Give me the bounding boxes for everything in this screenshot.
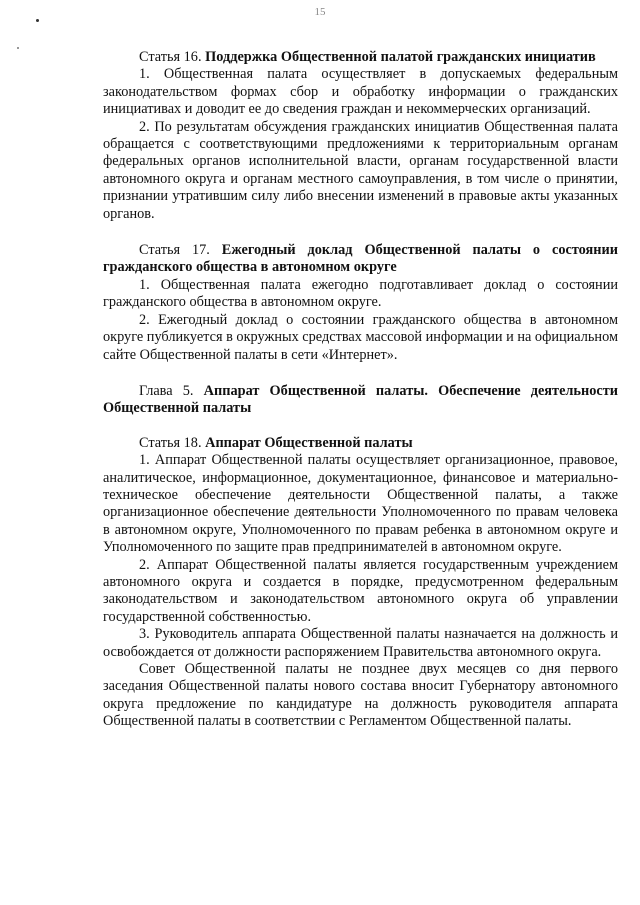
article-17-heading — [103, 242, 618, 277]
article-16-prefix: Статья 16. — [139, 49, 202, 65]
article-16-heading — [103, 49, 618, 66]
article-18-heading — [103, 435, 618, 452]
article-18-paragraph-1: 1. Аппарат Общественной палаты осуществляет организационное, правовое, аналитическое, информационное, документационное, финансовое и материально-техническое обеспечение деятельности Общественной палаты, а также организационное обеспечение деятельности Уполномоченного по правам человека в автономном округе, Уполномоченного по правам ребенка в автономном округе и Уполномоченного по защите прав предпринимателей в автономном округе. — [103, 452, 618, 556]
article-17-prefix: Статья 17. — [139, 242, 210, 259]
article-18-paragraph-3: 3. Руководитель аппарата Общественной палаты назначается на должность и освобождается от должности распоряжением Правительства автономного округа. — [103, 626, 618, 660]
chapter-5-heading — [103, 383, 618, 418]
document-body — [103, 49, 618, 731]
article-17-paragraph-2: 2. Ежегодный доклад о состоянии гражданского общества в автономном округе публикуется в окружных средствах массовой информации и на официальном сайте Общественной палаты в сети «Интернет». — [103, 311, 618, 363]
article-17-paragraph-1: 1. Общественная палата ежегодно подготавливает доклад о состоянии гражданского общества в автономном округе. — [103, 276, 618, 311]
spacer — [103, 418, 618, 435]
spacer — [103, 223, 618, 242]
article-18-paragraph-2: 2. Аппарат Общественной палаты является государственным учреждением автономного округа и создается в порядке, предусмотренном федеральным законодательством и законодательством автономного округа об управлении государственной собственностью. — [103, 556, 618, 625]
page-number: 15 — [314, 6, 326, 18]
chapter-5-title: Аппарат Общественной палаты. Обеспечение деятельности Общественной палаты — [103, 382, 618, 417]
scan-speck — [36, 19, 39, 22]
chapter-5-prefix: Глава 5. — [139, 382, 194, 399]
article-16-title: Поддержка Общественной палатой гражданских инициатив — [205, 49, 596, 65]
article-18-paragraph-4: Совет Общественной палаты не позднее двух месяцев со дня первого заседания Общественной палаты нового состава вносит Губернатору автономного округа предложение по кандидатуре на должность руководителя аппарата Общественной палаты в соответствии с Регламентом Общественной палаты. — [103, 661, 618, 730]
scan-speck — [17, 47, 19, 49]
article-17-title: Ежегодный доклад Общественной палаты о состоянии гражданского общества в автономном округе — [103, 242, 618, 276]
article-16-paragraph-1: 1. Общественная палата осуществляет в допускаемых федеральным законодательством формах сбор и обработку информации о гражданских инициативах и доводит ее до сведения граждан и некоммерческих организаций. — [103, 66, 618, 118]
article-16-paragraph-2: 2. По результатам обсуждения гражданских инициатив Общественная палата обращается с соответствующими предложениями к территориальным органам федеральных органов исполнительной власти, органам государственной власти автономного округа и органам местного самоуправления, в том числе о принятии, признании утратившим силу либо внесении изменений в правовые акты указанных органов. — [103, 118, 618, 222]
article-18-prefix: Статья 18. — [139, 434, 202, 451]
article-18-title: Аппарат Общественной палаты — [205, 434, 413, 451]
spacer — [103, 364, 618, 383]
